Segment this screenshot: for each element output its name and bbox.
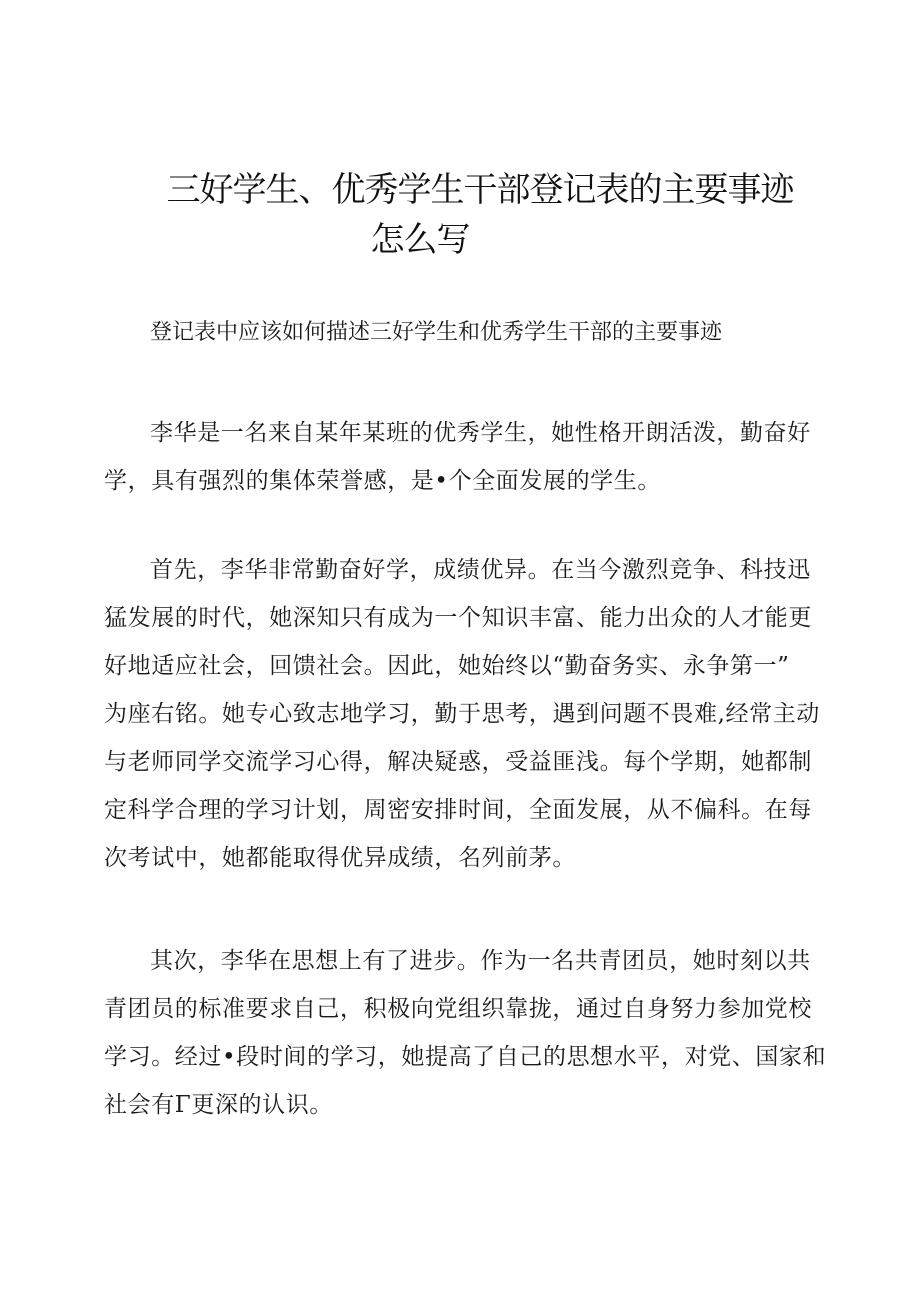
paragraph-line: 好地适应社会，回馈社会。因此，她始终以“勤奋务实、永争第一” [104,653,790,679]
paragraph-line: 学习。经过•段时间的学习，她提高了自己的思想水平，对党、国家和 [104,1044,827,1070]
paragraph-line: 首先，李华非常勤奋好学，成绩优异。在当今激烈竞争、科技迅 [150,557,811,583]
document-title-line-2: 怎么写 [370,220,470,260]
paragraph-study [104,546,820,882]
paragraph-line: 青团员的标准要求自己，积极向党组织靠拢，通过自身努力参加党校 [104,996,812,1022]
paragraph-line: 学，具有强烈的集体荣誉感，是•个全面发展的学生。 [104,468,661,494]
paragraph-thought [104,937,827,1129]
document-subtitle: 登记表中应该如何描述三好学生和优秀学生干部的主要事迹 [150,320,723,345]
paragraph-line: 次考试中，她都能取得优异成绩，名列前茅。 [104,845,576,871]
paragraph-line: 定科学合理的学习计划，周密安排时间，全面发展，从不偏科。在每 [104,797,812,823]
paragraph-line: 为座右铭。她专心致志地学习，勤于思考，遇到问题不畏难,经常主动 [104,701,820,727]
paragraph-line: 李华是一名来自某年某班的优秀学生，她性格开朗活泼，勤奋好 [150,420,811,446]
paragraph-line: 社会有Γ更深的认识。 [104,1092,333,1118]
document-title-line-1: 三好学生、优秀学生干部登记表的主要事迹 [166,170,794,210]
paragraph-line: 与老师同学交流学习心得，解决疑惑，受益匪浅。每个学期，她都制 [104,749,812,775]
paragraph-intro [104,409,816,505]
paragraph-line: 其次，李华在思想上有了进步。作为一名共青团员，她时刻以共 [150,948,811,974]
paragraph-line: 猛发展的时代，她深知只有成为一个知识丰富、能力出众的人才能更 [104,605,812,631]
